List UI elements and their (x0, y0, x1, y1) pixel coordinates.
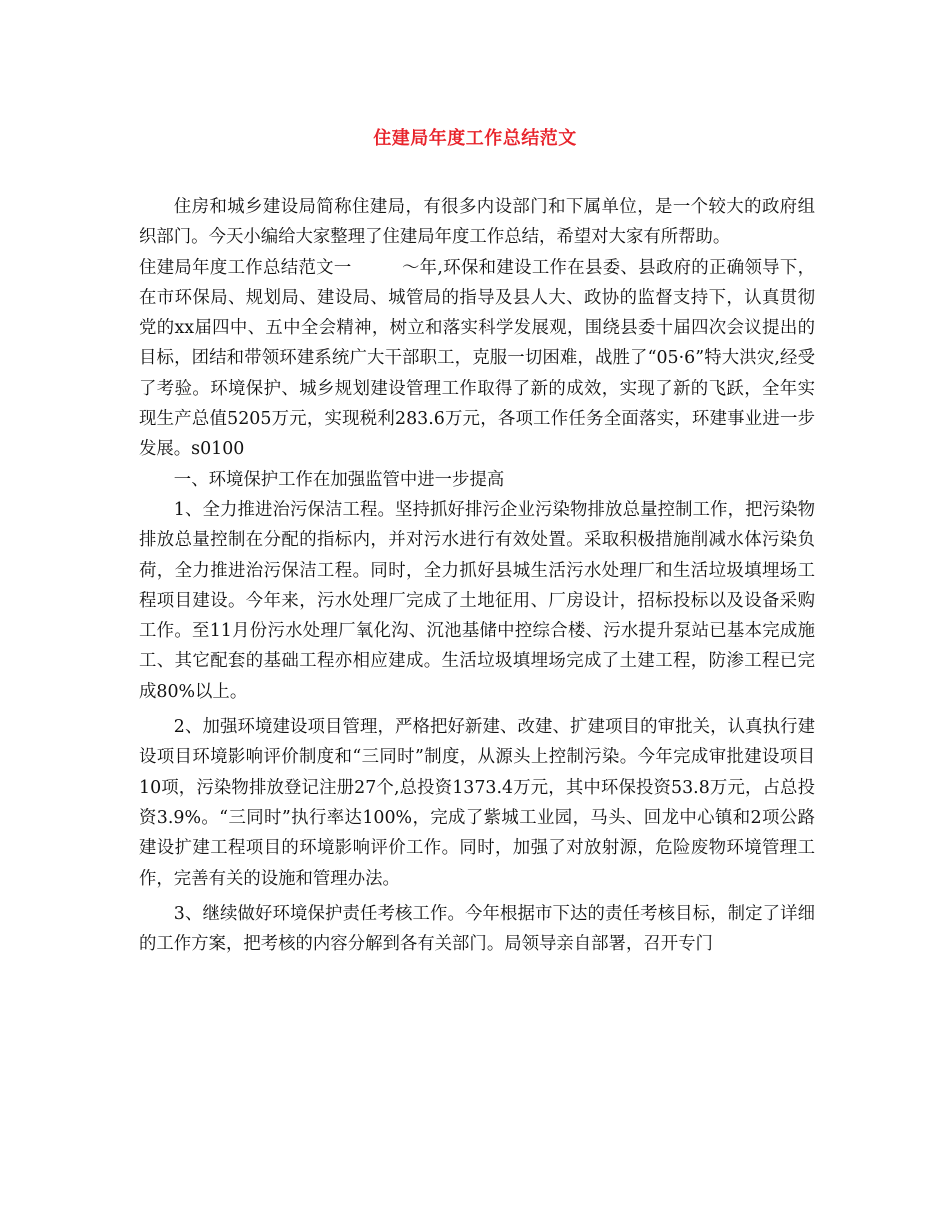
paragraph-2: 2、加强环境建设项目管理，严格把好新建、改建、扩建项目的审批关，认真执行建设项目环境影响评价制度和“三同时”制度，从源头上控制污染。今年完成审批建设项目10项，污染物排放登记注册27个,总投资1373.4万元，其中环保投资53.8万元，占总投资3.9%。“三同时”执行率达100%，完成了紫城工业园，马头、回龙中心镇和2项公路建设扩建工程项目的环境影响评价工作。同时，加强了对放射源，危险废物环境管理工作，完善有关的设施和管理办法。 (139, 717, 815, 889)
paragraph-1: 1、全力推进治污保洁工程。坚持抓好排污企业污染物排放总量控制工作，把污染物排放总量控制在分配的指标内，并对污水进行有效处置。采取积极措施削减水体污染负荷，全力推进治污保洁工程。同时，全力抓好县城生活污水处理厂和生活垃圾填埋场工程项目建设。今年来，污水处理厂完成了土地征用、厂房设计，招标投标以及设备采购工作。至11月份污水处理厂氧化沟、沉池基储中控综合楼、污水提升泵站已基本完成施工、其它配套的基础工程亦相应建成。生活垃圾填埋场完成了土建工程，防渗工程已完成80%以上。 (139, 499, 815, 702)
sample-label: 住建局年度工作总结范文一 (139, 257, 352, 278)
intro-paragraph (139, 192, 815, 465)
document-body (139, 192, 815, 959)
intro-text: 住房和城乡建设局简称住建局，有很多内设部门和下属单位，是一个较大的政府组织部门。今天小编给大家整理了住建局年度工作总结，希望对大家有所帮助。 (139, 197, 815, 248)
section-heading: 一、环境保护工作在加强监管中进一步提高 (173, 469, 505, 490)
paragraph-3: 3、继续做好环境保护责任考核工作。今年根据市下达的责任考核目标，制定了详细的工作方案，把考核的内容分解到各有关部门。局领导亲自部署，召开专门 (139, 903, 815, 955)
document-title: 住建局年度工作总结范文 (373, 128, 577, 149)
sample-body: ～年,环保和建设工作在县委、县政府的正确领导下，在市环保局、规划局、建设局、城管局的指导及县人大、政协的监督支持下，认真贯彻党的xx届四中、五中全会精神，树立和落实科学发展观，围绕县委十届四次会议提出的目标，团结和带领环建系统广大干部职工，克服一切困难，战胜了“05·6”特大洪灾,经受了考验。环境保护、城乡规划建设管理工作取得了新的成效，实现了新的飞跃，全年实现生产总值5205万元，实现税利283.6万元，各项工作任务全面落实，环建事业进一步发展。s0100 (139, 257, 815, 460)
